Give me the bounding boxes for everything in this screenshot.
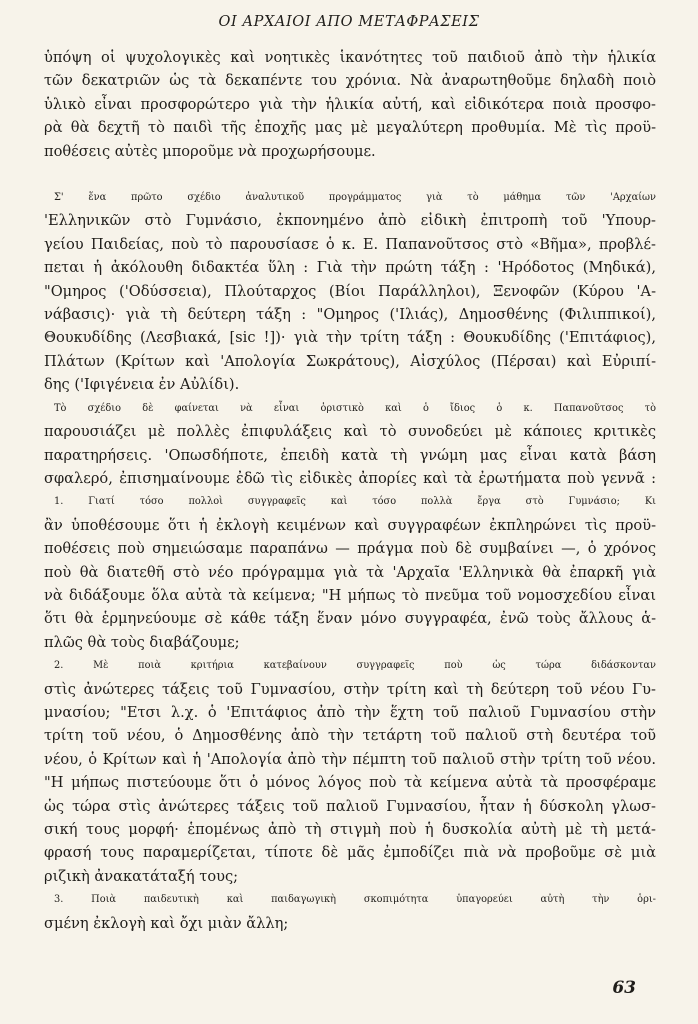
page-number: 63 — [612, 978, 636, 998]
text-line: γείου Παιδείας, ποὺ τὸ παρουσίασε ὁ κ. Ε. Παπανοῦτσος στὸ «Βῆμα», προβλέ- — [44, 235, 656, 253]
text-line: ἂν ὑποθέσουμε ὅτι ἡ ἐκλογὴ κειμένων καὶ συγγραφέων ἐκπληρώνει τὶς προϋ- — [44, 516, 656, 534]
text-line: ποθέσεις αὐτὲς μποροῦμε νὰ προχωρήσουμε. — [44, 142, 376, 160]
text-line: νάβασις)· γιὰ τὴ δεύτερη τάξη : "Ομηρος ('Ιλιάς), Δημοσθένης (Φιλιππικοί), — [44, 306, 656, 324]
text-line: ὑλικὸ εἶναι προσφορώτερο γιὰ τὴν ἡλικία αὐτή, καὶ εἰδικότερα ποιὰ προσφο- — [44, 95, 656, 113]
text-line: 1. Γιατί τόσο πολλοὶ συγγραφεῖς καὶ τόσο πολλὰ ἔργα στὸ Γυμνάσιο; Κι — [54, 496, 656, 508]
text-line: σική τους μορφή· ἑπομένως ἀπὸ τὴ στιγμὴ ποὺ ἡ δυσκολία αὐτὴ μὲ τὴ μετά- — [44, 821, 656, 838]
text-line: 3. Ποιὰ παιδευτικὴ καὶ παιδαγωγικὴ σκοπιμότητα ὑπαγορεύει αὐτὴ τὴν ὁρι- — [54, 894, 656, 906]
text-line: πεται ἡ ἀκόλουθη διδακτέα ὕλη : Γιὰ τὴν πρώτη τάξη : 'Ηρόδοτος (Μηδικά), — [44, 259, 656, 277]
text-line: ὑπόψη οἱ ψυχολογικὲς καὶ νοητικὲς ἱκανότητες τοῦ παιδιοῦ ἀπὸ τὴν ἡλικία — [44, 49, 656, 66]
text-line: "Ομηρος ('Οδύσσεια), Πλούταρχος (Βίοι Παράλληλοι), Ξενοφῶν (Κύρου 'Α- — [44, 282, 656, 300]
body-text — [44, 46, 656, 935]
paragraph-5 — [44, 654, 656, 888]
text-line: σμένη ἐκλογὴ καὶ ὄχι μιὰν ἄλλη; — [44, 914, 289, 932]
text-line: ὡς τώρα στὶς ἀνώτερες τάξεις τοῦ παλιοῦ Γυμνασίου, ἦταν ἡ δύσκολη γλωσ- — [44, 797, 656, 815]
text-line: 'Ελληνικῶν στὸ Γυμνάσιο, ἐκπονημένο ἀπὸ εἰδικὴ ἐπιτροπὴ τοῦ 'Υπουρ- — [44, 212, 656, 230]
paragraph-2 — [44, 186, 656, 397]
text-line: ριζικὴ ἀνακατάταξή τους; — [44, 867, 239, 885]
text-line: πλῶς θὰ τοὺς διαβάζουμε; — [44, 633, 240, 651]
running-head: ΟΙ ΑΡΧΑΙΟΙ ΑΠΟ ΜΕΤΑΦΡΑΣΕΙΣ — [218, 14, 480, 30]
paragraph-gap — [44, 163, 656, 186]
text-line: νέου, ὁ Κρίτων καὶ ἡ 'Απολογία ἀπὸ τὴν πέμπτη τοῦ παλιοῦ στὴν τρίτη τοῦ νέου. — [44, 750, 656, 768]
text-line: Πλάτων (Κρίτων καὶ 'Απολογία Σωκράτους), Αἰσχύλος (Πέρσαι) καὶ Εὐριπί- — [44, 352, 656, 370]
text-line: τρίτη τοῦ νέου, ὁ Δημοσθένης ἀπὸ τὴν τετάρτη τοῦ παλιοῦ στὴ δευτέρα τοῦ — [44, 727, 656, 745]
text-line: ποθέσεις ποὺ σημειώσαμε παραπάνω — πράγμα ποὺ δὲ συμβαίνει —, ὁ χρόνος — [44, 540, 656, 558]
text-line: δης ('Ιφιγένεια ἐν Αὐλίδι). — [44, 376, 240, 394]
text-line: Σ' ἕνα πρῶτο σχέδιο ἀναλυτικοῦ προγράμματος γιὰ τὸ μάθημα τῶν 'Αρχαίων — [54, 192, 656, 204]
text-line: σφαλερό, ἐπισημαίνουμε ἐδῶ τὶς εἰδικὲς ἀπορίες καὶ τὰ ἐρωτήματα ποὺ γεννᾶ : — [44, 469, 656, 487]
text-line: παρατηρήσεις. 'Οπωσδήποτε, ἐπειδὴ κατὰ τὴ γνώμη μας εἶναι κατὰ βάση — [44, 446, 656, 464]
text-line: μνασίου; "Ετσι λ.χ. ὁ 'Επιτάφιος ἀπὸ τὴν ἕχτη τοῦ παλιοῦ Γυμνασίου στὴν — [44, 703, 656, 721]
paragraph-3 — [44, 397, 656, 491]
text-line: τῶν δεκατριῶν ὡς τὰ δεκαπέντε του χρόνια. Νὰ ἀναρωτηθοῦμε δηλαδὴ ποιὸ — [44, 72, 656, 90]
text-line: Τὸ σχέδιο δὲ φαίνεται νὰ εἶναι ὁριστικὸ καὶ ὁ ἴδιος ὁ κ. Παπανοῦτσος τὸ — [54, 402, 656, 414]
text-line: παρουσιάζει μὲ πολλὲς ἐπιφυλάξεις καὶ τὸ συνοδεύει μὲ κάποιες κριτικὲς — [44, 423, 656, 441]
paragraph-4 — [44, 490, 656, 654]
text-line: ὅτι θὰ ἑρμηνεύουμε σὲ κάθε τάξη ἕναν μόνο συγγραφέα, ἐνῶ τοὺς ἄλλους ἁ- — [44, 610, 656, 628]
text-line: ρὰ θὰ δεχτῆ τὸ παιδὶ τῆς ἐποχῆς μας μὲ μεγαλύτερη προθυμία. Μὲ τὶς προϋ- — [44, 119, 656, 137]
text-line: νὰ διδάξουμε ὅλα αὐτὰ τὰ κείμενα; "Η μήπως τὸ πνεῦμα τοῦ νομοσχεδίου εἶναι — [44, 586, 656, 604]
paragraph-6 — [44, 888, 656, 935]
text-line: 2. Μὲ ποιὰ κριτήρια κατεβαίνουν συγγραφεῖς ποὺ ὡς τώρα διδάσκονταν — [54, 660, 656, 672]
text-line: Θουκυδίδης (Λεσβιακά, [sic !])· γιὰ τὴν τρίτη τάξη : Θουκυδίδης ('Επιτάφιος), — [44, 329, 656, 347]
text-line: στὶς ἀνώτερες τάξεις τοῦ Γυμνασίου, στὴν τρίτη καὶ τὴ δεύτερη τοῦ νέου Γυ- — [44, 680, 656, 698]
text-line: "Η μήπως πιστεύουμε ὅτι ὁ μόνος λόγος ποὺ τὰ κείμενα αὐτὰ τὰ προσφέραμε — [44, 774, 656, 792]
text-line: φρασή τους παραμερίζεται, τίποτε δὲ μᾶς ἐμποδίζει πιὰ νὰ προβοῦμε σὲ μιὰ — [44, 844, 656, 862]
paragraph-1 — [44, 46, 656, 163]
text-line: ποὺ θὰ διατεθῆ στὸ νέο πρόγραμμα γιὰ τὰ 'Αρχαῖα 'Ελληνικὰ θὰ ἐπαρκῆ γιὰ — [44, 563, 656, 581]
